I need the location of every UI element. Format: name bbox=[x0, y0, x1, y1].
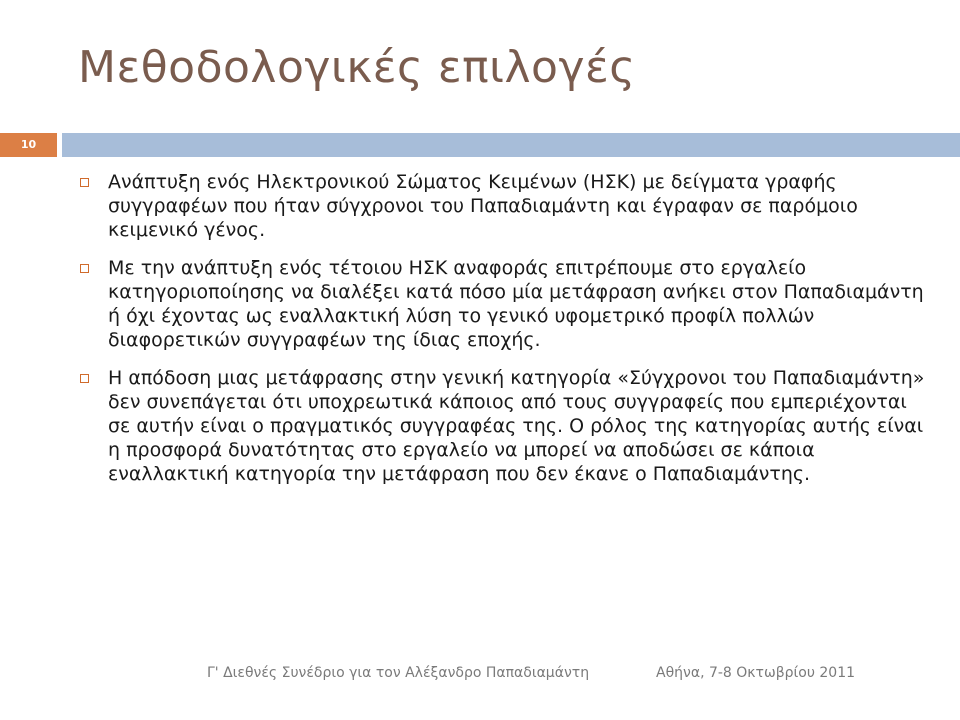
bullet-text: Ανάπτυξη ενός Ηλεκτρονικού Σώματος Κειμένων (ΗΣΚ) με δείγματα γραφής συγγραφέων που ήταν σύγχρονοι του Παπαδιαμάντη και έγραφαν σε παρόμοιο κειμενικό γένος. bbox=[108, 171, 858, 241]
bullet-list bbox=[75, 170, 925, 500]
square-bullet-icon bbox=[80, 374, 89, 383]
bullet-text: Η απόδοση μιας μετάφρασης στην γενική κατηγορία «Σύγχρονοι του Παπαδιαμάντη» δεν συνεπάγεται ότι υποχρεωτικά κάποιος από τους συγγραφείς που εμπεριέχονται σε αυτήν είναι ο πραγματικός συγγραφέας της. Ο ρόλος της κατηγορίας αυτής είναι η προσφορά δυνατότητας στο εργαλείο να μπορεί να αποδώσει σε κάποια εναλλακτική κατηγορία την μετάφραση που δεν έκανε ο Παπαδιαμάντης. bbox=[108, 367, 925, 485]
slide-title: Μεθοδολογικές επιλογές bbox=[78, 42, 636, 93]
title-divider-bar bbox=[62, 133, 960, 157]
slide-number: 10 bbox=[0, 133, 57, 157]
square-bullet-icon bbox=[80, 178, 89, 187]
footer-place-date: Αθήνα, 7-8 Οκτωβρίου 2011 bbox=[656, 665, 856, 681]
bullet-item bbox=[75, 170, 925, 242]
bullet-text: Με την ανάπτυξη ενός τέτοιου ΗΣΚ αναφοράς επιτρέπουμε στο εργαλείο κατηγοριοποίησης να διαλέξει κατά πόσο μία μετάφραση ανήκει στον Παπαδιαμάντη ή όχι έχοντας ως εναλλακτική λύση το γενικό υφομετρικό προφίλ πολλών διαφορετικών συγγραφέων της ίδιας εποχής. bbox=[108, 257, 924, 351]
footer-conference: Γ' Διεθνές Συνέδριο για τον Αλέξανδρο Παπαδιαμάντη bbox=[207, 665, 590, 681]
bullet-item bbox=[75, 256, 925, 352]
square-bullet-icon bbox=[80, 264, 89, 273]
bullet-item bbox=[75, 366, 925, 486]
